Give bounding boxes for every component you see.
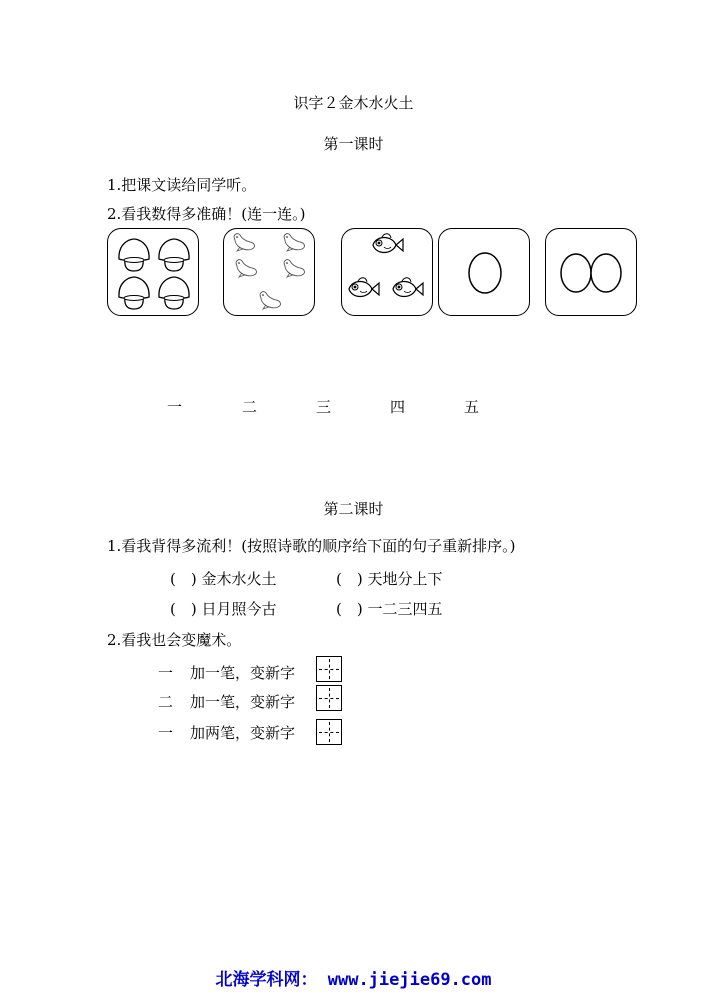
magic-char-2: 二 bbox=[158, 693, 174, 711]
lesson1-heading: 第一课时 bbox=[323, 135, 384, 153]
footer-watermark: 北海学科网： www.jiejie69.com bbox=[215, 970, 492, 990]
seal-icon bbox=[234, 234, 254, 251]
order-item bbox=[170, 568, 277, 589]
order-item bbox=[336, 568, 443, 589]
order-item bbox=[170, 598, 277, 619]
picture-box-seals bbox=[223, 228, 315, 316]
egg-icon bbox=[591, 254, 621, 292]
egg-icon bbox=[469, 253, 501, 293]
lesson2-question-1: 1.看我背得多流利！(按照诗歌的顺序给下面的句子重新排序。) bbox=[107, 537, 516, 555]
tian-grid-box-1[interactable] bbox=[316, 656, 342, 682]
mushroom-icon bbox=[119, 239, 149, 271]
lesson1-question-1: 1.把课文读给同学听。 bbox=[107, 176, 257, 194]
number-word-1: 一 bbox=[167, 398, 183, 416]
mushroom-icon bbox=[119, 277, 149, 309]
lesson1-question-2: 2.看我数得多准确！(连一连。) bbox=[107, 205, 306, 223]
page-title: 识字２金木水火土 bbox=[293, 94, 414, 112]
seal-icon bbox=[260, 292, 280, 309]
order-item bbox=[336, 598, 443, 619]
answer-blank[interactable]: ( ) bbox=[170, 570, 197, 588]
lesson2-question-2: 2.看我也会变魔术。 bbox=[107, 631, 242, 649]
order-item-text: 日月照今古 bbox=[201, 600, 277, 618]
mushroom-icon bbox=[159, 239, 189, 271]
seal-icon bbox=[236, 260, 256, 277]
magic-char-1: 一 bbox=[158, 664, 174, 682]
picture-box-one-egg bbox=[438, 228, 530, 316]
lesson2-heading: 第二课时 bbox=[323, 500, 384, 518]
picture-box-mushrooms bbox=[107, 228, 199, 316]
mushroom-icon bbox=[159, 277, 189, 309]
answer-blank[interactable]: ( ) bbox=[336, 570, 363, 588]
order-item-text: 天地分上下 bbox=[367, 570, 443, 588]
fish-icon bbox=[393, 278, 423, 297]
egg-icon bbox=[561, 254, 591, 292]
number-word-2: 二 bbox=[242, 398, 258, 416]
answer-blank[interactable]: ( ) bbox=[336, 600, 363, 618]
tian-grid-box-3[interactable] bbox=[316, 719, 342, 745]
picture-box-two-eggs bbox=[545, 228, 637, 316]
seal-icon bbox=[284, 234, 304, 251]
magic-instruction-2: 加一笔，变新字 bbox=[190, 693, 296, 711]
magic-instruction-3: 加两笔，变新字 bbox=[190, 724, 296, 742]
fish-icon bbox=[349, 278, 379, 297]
magic-instruction-1: 加一笔，变新字 bbox=[190, 664, 296, 682]
order-item-text: 金木水火土 bbox=[201, 570, 277, 588]
fish-icon bbox=[373, 234, 403, 253]
number-word-5: 五 bbox=[464, 398, 480, 416]
number-word-4: 四 bbox=[390, 398, 406, 416]
order-item-text: 一二三四五 bbox=[367, 600, 443, 618]
tian-grid-box-2[interactable] bbox=[316, 685, 342, 711]
answer-blank[interactable]: ( ) bbox=[170, 600, 197, 618]
number-word-3: 三 bbox=[316, 398, 332, 416]
seal-icon bbox=[284, 260, 304, 277]
picture-box-fish bbox=[341, 228, 433, 316]
magic-char-3: 一 bbox=[158, 724, 174, 742]
